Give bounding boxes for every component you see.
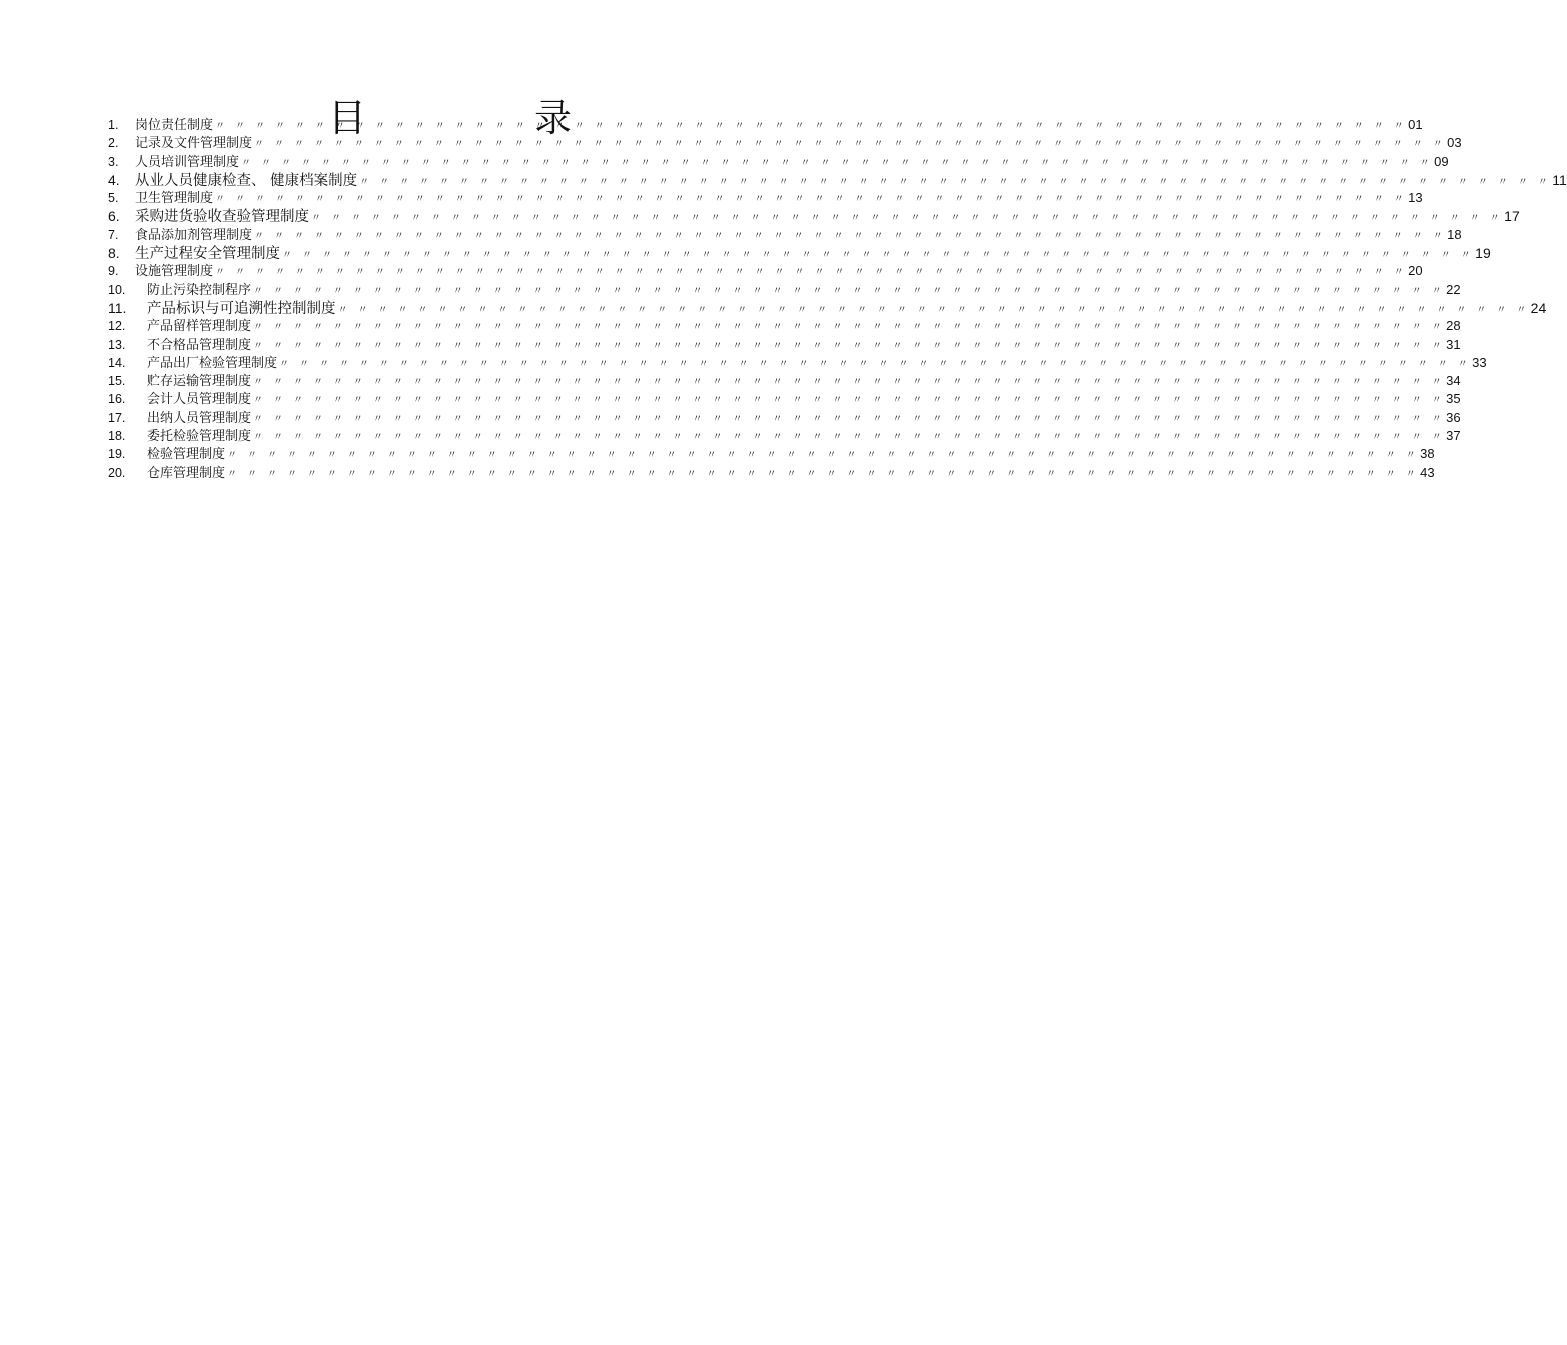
entry-page-number: 03 [1447, 135, 1462, 151]
entry-number: 9. [108, 264, 119, 279]
entry-number: 5. [108, 191, 119, 206]
entry-title: 产品留样管理制度 [147, 319, 252, 335]
entry-number: 6. [108, 208, 120, 225]
dot-leader: 〃 〃 〃 〃 〃 〃 〃 〃 〃 〃 〃 〃 〃 〃 〃 〃 〃 〃 〃 〃 〃 〃 〃 〃 〃 〃 〃 〃 〃 〃 〃 〃 〃 〃 〃 〃 〃 〃 〃 〃 〃 〃 〃 〃 〃 〃 〃 〃 〃 〃 〃 〃 〃 〃 〃 〃 〃 〃 〃 〃 [253, 340, 1446, 352]
dot-leader: 〃 〃 〃 〃 〃 〃 〃 〃 〃 〃 〃 〃 〃 〃 〃 〃 〃 〃 〃 〃 〃 〃 〃 〃 〃 〃 〃 〃 〃 〃 〃 〃 〃 〃 〃 〃 〃 〃 〃 〃 〃 〃 〃 〃 〃 〃 〃 〃 〃 〃 〃 〃 〃 〃 〃 〃 〃 〃 〃 〃 [253, 377, 1446, 389]
entry-page-number: 22 [1446, 281, 1461, 297]
dot-leader: 〃 〃 〃 〃 〃 〃 〃 〃 〃 〃 〃 〃 〃 〃 〃 〃 〃 〃 〃 〃 〃 〃 〃 〃 〃 〃 〃 〃 〃 〃 〃 〃 〃 〃 〃 〃 〃 〃 〃 〃 〃 〃 〃 〃 〃 〃 〃 〃 〃 〃 〃 〃 〃 〃 〃 〃 〃 〃 〃 〃 [215, 267, 1408, 279]
entry-title: 从业人员健康检查、 健康档案制度 [135, 172, 358, 189]
entry-title: 产品标识与可追溯性控制制度 [147, 300, 336, 317]
toc-entry[interactable] [108, 409, 1461, 427]
entry-page-number: 31 [1446, 336, 1461, 352]
page-title: 目 录 [327, 96, 651, 141]
toc-entry[interactable] [108, 116, 1423, 134]
entry-number: 7. [108, 227, 119, 242]
toc-entry[interactable] [108, 464, 1435, 482]
dot-leader: 〃 〃 〃 〃 〃 〃 〃 〃 〃 〃 〃 〃 〃 〃 〃 〃 〃 〃 〃 〃 〃 〃 〃 〃 〃 〃 〃 〃 〃 〃 〃 〃 〃 〃 〃 〃 〃 〃 〃 〃 〃 〃 〃 〃 〃 〃 〃 〃 〃 〃 〃 〃 〃 〃 〃 〃 〃 〃 〃 〃 [253, 285, 1446, 297]
entry-page-number: 01 [1408, 117, 1423, 132]
entry-title: 产品出厂检验管理制度 [147, 355, 278, 371]
entry-number: 16. [108, 392, 126, 407]
dot-leader: 〃 〃 〃 〃 〃 〃 〃 〃 〃 〃 〃 〃 〃 〃 〃 〃 〃 〃 〃 〃 〃 〃 〃 〃 〃 〃 〃 〃 〃 〃 〃 〃 〃 〃 〃 〃 〃 〃 〃 〃 〃 〃 〃 〃 〃 〃 〃 〃 〃 〃 〃 〃 〃 〃 〃 〃 〃 〃 〃 〃 [337, 304, 1530, 316]
entry-title: 委托检验管理制度 [147, 429, 252, 445]
entry-title: 食品添加剂管理制度 [135, 227, 253, 243]
entry-page-number: 35 [1446, 391, 1461, 407]
entry-title: 防止污染控制程序 [147, 282, 252, 298]
entry-title: 不合格品管理制度 [147, 337, 252, 353]
toc-entry[interactable] [108, 189, 1423, 207]
toc-entry[interactable] [108, 372, 1461, 390]
entry-title: 检验管理制度 [147, 447, 226, 463]
dot-leader: 〃 〃 〃 〃 〃 〃 〃 〃 〃 〃 〃 〃 〃 〃 〃 〃 〃 〃 〃 〃 〃 〃 〃 〃 〃 〃 〃 〃 〃 〃 〃 〃 〃 〃 〃 〃 〃 〃 〃 〃 〃 〃 〃 〃 〃 〃 〃 〃 〃 〃 〃 〃 〃 〃 〃 〃 〃 〃 〃 〃 [227, 450, 1420, 462]
toc-entry[interactable] [108, 281, 1461, 299]
entry-number: 1. [108, 118, 119, 132]
entry-title: 人员培训管理制度 [135, 154, 240, 170]
toc-entry[interactable] [108, 445, 1435, 463]
entry-title: 贮存运输管理制度 [147, 374, 252, 390]
toc-entry[interactable] [108, 153, 1449, 171]
entry-number: 2. [108, 136, 119, 151]
entry-number: 3. [108, 154, 119, 169]
dot-leader: 〃 〃 〃 〃 〃 〃 〃 〃 〃 〃 〃 〃 〃 〃 〃 〃 〃 〃 〃 〃 〃 〃 〃 〃 〃 〃 〃 〃 〃 〃 〃 〃 〃 〃 〃 〃 〃 〃 〃 〃 〃 〃 〃 〃 〃 〃 〃 〃 〃 〃 〃 〃 〃 〃 〃 〃 〃 〃 〃 〃 [241, 157, 1434, 169]
entry-page-number: 19 [1475, 245, 1491, 262]
table-of-contents [108, 116, 1567, 482]
dot-leader: 〃 〃 〃 〃 〃 〃 〃 〃 〃 〃 〃 〃 〃 〃 〃 〃 〃 〃 〃 〃 〃 〃 〃 〃 〃 〃 〃 〃 〃 〃 〃 〃 〃 〃 〃 〃 〃 〃 〃 〃 〃 〃 〃 〃 〃 〃 〃 〃 〃 〃 〃 〃 〃 〃 〃 〃 〃 〃 〃 〃 [254, 139, 1447, 151]
entry-title: 设施管理制度 [135, 264, 214, 280]
entry-page-number: 20 [1408, 263, 1423, 279]
toc-entry[interactable] [108, 317, 1461, 335]
toc-entry[interactable] [108, 262, 1423, 280]
entry-page-number: 13 [1408, 190, 1423, 206]
toc-entry[interactable] [108, 207, 1520, 226]
entry-title: 岗位责任制度 [135, 118, 214, 133]
entry-title: 仓库管理制度 [147, 465, 226, 481]
dot-leader: 〃 〃 〃 〃 〃 〃 〃 〃 〃 〃 〃 〃 〃 〃 〃 〃 〃 〃 〃 〃 〃 〃 〃 〃 〃 〃 〃 〃 〃 〃 〃 〃 〃 〃 〃 〃 〃 〃 〃 〃 〃 〃 〃 〃 〃 〃 〃 〃 〃 〃 〃 〃 〃 〃 〃 〃 〃 〃 〃 〃 [253, 432, 1446, 444]
toc-entry[interactable] [108, 244, 1491, 263]
toc-entry[interactable] [108, 226, 1462, 244]
entry-number: 4. [108, 171, 120, 188]
entry-page-number: 34 [1446, 373, 1461, 389]
toc-entry[interactable] [108, 354, 1487, 372]
entry-title: 出纳人员管理制度 [147, 410, 252, 426]
entry-number: 19. [108, 447, 126, 462]
entry-page-number: 37 [1446, 428, 1461, 444]
dot-leader: 〃 〃 〃 〃 〃 〃 〃 〃 〃 〃 〃 〃 〃 〃 〃 〃 〃 〃 〃 〃 〃 〃 〃 〃 〃 〃 〃 〃 〃 〃 〃 〃 〃 〃 〃 〃 〃 〃 〃 〃 〃 〃 〃 〃 〃 〃 〃 〃 〃 〃 〃 〃 〃 〃 〃 〃 〃 〃 〃 〃 [282, 250, 1475, 262]
entry-number: 20. [108, 465, 126, 480]
entry-number: 10. [108, 282, 126, 297]
entry-page-number: 38 [1420, 446, 1435, 462]
dot-leader: 〃 〃 〃 〃 〃 〃 〃 〃 〃 〃 〃 〃 〃 〃 〃 〃 〃 〃 〃 〃 〃 〃 〃 〃 〃 〃 〃 〃 〃 〃 〃 〃 〃 〃 〃 〃 〃 〃 〃 〃 〃 〃 〃 〃 〃 〃 〃 〃 〃 〃 〃 〃 〃 〃 〃 〃 〃 〃 〃 〃 [279, 358, 1472, 370]
entry-title: 采购进货验收查验管理制度 [135, 209, 309, 226]
toc-entry[interactable] [108, 390, 1461, 408]
entry-number: 11. [108, 299, 127, 316]
dot-leader: 〃 〃 〃 〃 〃 〃 〃 〃 〃 〃 〃 〃 〃 〃 〃 〃 〃 〃 〃 〃 〃 〃 〃 〃 〃 〃 〃 〃 〃 〃 〃 〃 〃 〃 〃 〃 〃 〃 〃 〃 〃 〃 〃 〃 〃 〃 〃 〃 〃 〃 〃 〃 〃 〃 〃 〃 〃 〃 〃 〃 [215, 194, 1408, 206]
dot-leader: 〃 〃 〃 〃 〃 〃 〃 〃 〃 〃 〃 〃 〃 〃 〃 〃 〃 〃 〃 〃 〃 〃 〃 〃 〃 〃 〃 〃 〃 〃 〃 〃 〃 〃 〃 〃 〃 〃 〃 〃 〃 〃 〃 〃 〃 〃 〃 〃 〃 〃 〃 〃 〃 〃 〃 〃 〃 〃 〃 〃 [227, 468, 1420, 480]
entry-page-number: 17 [1504, 208, 1520, 225]
entry-page-number: 09 [1434, 153, 1449, 169]
toc-entry[interactable] [108, 171, 1567, 189]
entry-number: 18. [108, 429, 126, 444]
dot-leader: 〃 〃 〃 〃 〃 〃 〃 〃 〃 〃 〃 〃 〃 〃 〃 〃 〃 〃 〃 〃 〃 〃 〃 〃 〃 〃 〃 〃 〃 〃 〃 〃 〃 〃 〃 〃 〃 〃 〃 〃 〃 〃 〃 〃 〃 〃 〃 〃 〃 〃 〃 〃 〃 〃 〃 〃 〃 〃 〃 〃 [253, 395, 1446, 407]
toc-entry[interactable] [108, 336, 1461, 354]
dot-leader: 〃 〃 〃 〃 〃 〃 〃 〃 〃 〃 〃 〃 〃 〃 〃 〃 〃 〃 〃 〃 〃 〃 〃 〃 〃 〃 〃 〃 〃 〃 〃 〃 〃 〃 〃 〃 〃 〃 〃 〃 〃 〃 〃 〃 〃 〃 〃 〃 〃 〃 〃 〃 〃 〃 〃 〃 〃 〃 〃 〃 [359, 176, 1552, 188]
entry-number: 8. [108, 245, 120, 262]
entry-page-number: 43 [1420, 464, 1435, 480]
entry-page-number: 33 [1472, 354, 1487, 370]
entry-title: 卫生管理制度 [135, 191, 214, 207]
entry-page-number: 11 [1552, 171, 1567, 188]
toc-entry[interactable] [108, 134, 1462, 152]
entry-title: 生产过程安全管理制度 [135, 246, 280, 263]
dot-leader: 〃 〃 〃 〃 〃 〃 〃 〃 〃 〃 〃 〃 〃 〃 〃 〃 〃 〃 〃 〃 〃 〃 〃 〃 〃 〃 〃 〃 〃 〃 〃 〃 〃 〃 〃 〃 〃 〃 〃 〃 〃 〃 〃 〃 〃 〃 〃 〃 〃 〃 〃 〃 〃 〃 〃 〃 〃 〃 〃 〃 [215, 121, 1408, 132]
entry-number: 17. [108, 410, 126, 425]
dot-leader: 〃 〃 〃 〃 〃 〃 〃 〃 〃 〃 〃 〃 〃 〃 〃 〃 〃 〃 〃 〃 〃 〃 〃 〃 〃 〃 〃 〃 〃 〃 〃 〃 〃 〃 〃 〃 〃 〃 〃 〃 〃 〃 〃 〃 〃 〃 〃 〃 〃 〃 〃 〃 〃 〃 〃 〃 〃 〃 〃 〃 [311, 213, 1504, 225]
entry-title: 记录及文件管理制度 [135, 136, 253, 152]
dot-leader: 〃 〃 〃 〃 〃 〃 〃 〃 〃 〃 〃 〃 〃 〃 〃 〃 〃 〃 〃 〃 〃 〃 〃 〃 〃 〃 〃 〃 〃 〃 〃 〃 〃 〃 〃 〃 〃 〃 〃 〃 〃 〃 〃 〃 〃 〃 〃 〃 〃 〃 〃 〃 〃 〃 〃 〃 〃 〃 〃 〃 [253, 413, 1446, 425]
entry-number: 15. [108, 374, 126, 389]
entry-number: 12. [108, 319, 126, 334]
toc-entry[interactable] [108, 427, 1461, 445]
entry-page-number: 28 [1446, 318, 1461, 334]
entry-page-number: 24 [1530, 299, 1547, 316]
entry-page-number: 18 [1447, 226, 1462, 242]
toc-entry[interactable] [108, 299, 1547, 317]
entry-number: 14. [108, 355, 126, 370]
entry-page-number: 36 [1446, 409, 1461, 425]
entry-title: 会计人员管理制度 [147, 392, 252, 408]
dot-leader: 〃 〃 〃 〃 〃 〃 〃 〃 〃 〃 〃 〃 〃 〃 〃 〃 〃 〃 〃 〃 〃 〃 〃 〃 〃 〃 〃 〃 〃 〃 〃 〃 〃 〃 〃 〃 〃 〃 〃 〃 〃 〃 〃 〃 〃 〃 〃 〃 〃 〃 〃 〃 〃 〃 〃 〃 〃 〃 〃 〃 [253, 322, 1446, 334]
dot-leader: 〃 〃 〃 〃 〃 〃 〃 〃 〃 〃 〃 〃 〃 〃 〃 〃 〃 〃 〃 〃 〃 〃 〃 〃 〃 〃 〃 〃 〃 〃 〃 〃 〃 〃 〃 〃 〃 〃 〃 〃 〃 〃 〃 〃 〃 〃 〃 〃 〃 〃 〃 〃 〃 〃 〃 〃 〃 〃 〃 〃 [254, 230, 1447, 242]
entry-number: 13. [108, 337, 126, 352]
